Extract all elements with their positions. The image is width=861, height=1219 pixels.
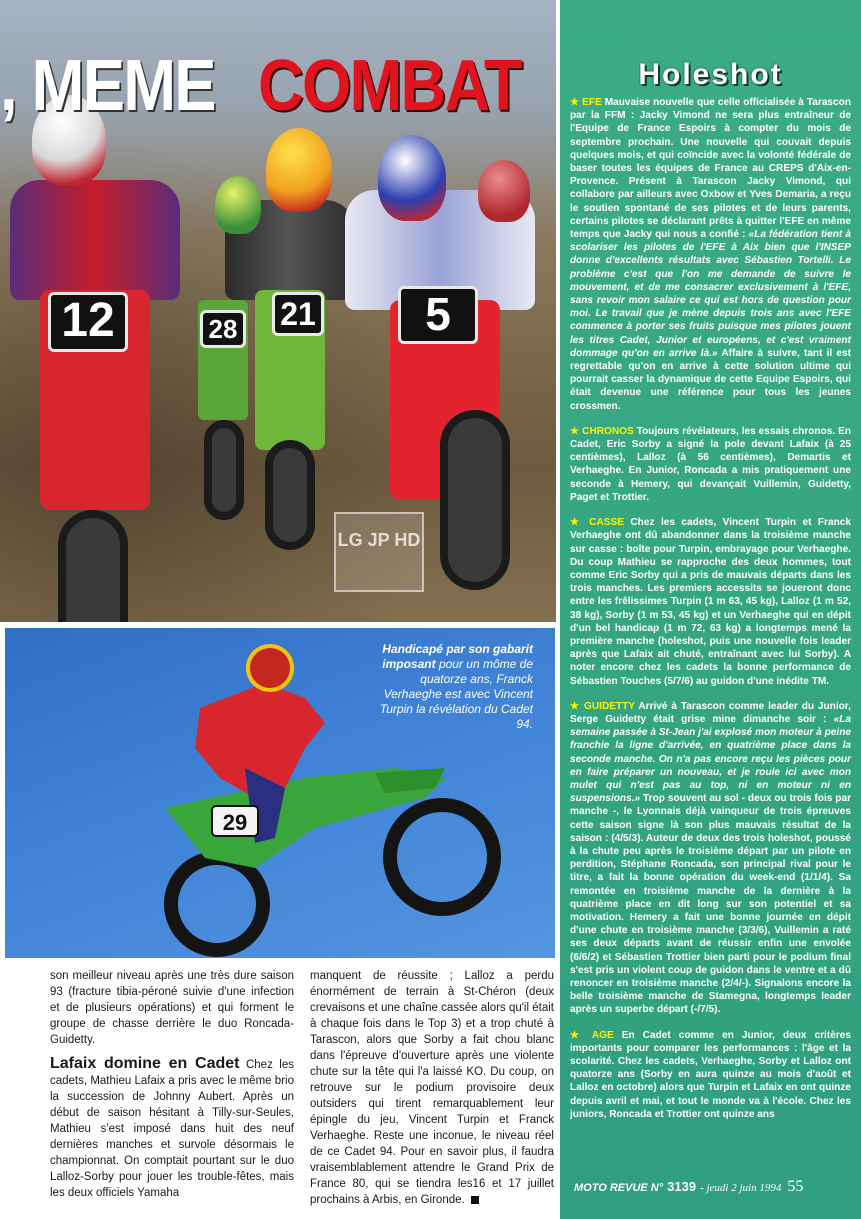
section-text: En Cadet comme en Junior, deux critères importants pour comparer les performances : l'âge et la scolarité. Chez les cadets, Verhaeghe, Sorby et Lalloz ont quatorze ans (Sorby en aura quinze au mois d'août et Lalloz en octobre) alors que Turpin et Lafaix en ont quinze depuis avril et mai, et tout le monde va à l'école. Chez les juniors, Roncada et Trottier ont quinze ans (570, 1029, 851, 1120)
section-quote: «La semaine passée à St-Jean j'ai explosé mon moteur à peine franchie la ligne d'arrivée, en quatrième place dans la seconde manche. On n'a pas encore reçu les pièces pour en faire préparer un nouveau, et je roule ici avec mon mulet qui n'est pas au top, ni en moteur ni en suspensions.» (570, 713, 851, 805)
sidebar-section-age (570, 1029, 851, 1121)
rider-12 (0, 150, 190, 590)
section-key: CASSE (589, 517, 624, 529)
caption-bold: Handicapé par son gabarit imposant (382, 642, 533, 671)
article-paragraph (50, 1056, 294, 1201)
section-text: Trop souvent au sol - deux ou trois fois par manche -, le Lyonnais déjà vainqueur de trois épreuves cette saison signe là son plus mauvais résultat de la saison : (4/5/3). Auteur de deux des trois holeshot, poussé à la chute peu après le troisième départ par un pilote en perdition, Stéphane Roncada, son principal rival pour le titre, a fait la bonne opération du week-end (1/1/4). Sa remontée en troisième manche de la dernière à la quatrième place en dit long sur son potentiel et sa motivation. Hemery a fait une bonne journée en dépit d'une chute en troisième manche (3/3/6), Vuillemin a raté ses deux départs avant de réussir enfin une envolée (6/6/2) et Sébastien Trottier bien parti pour le podium final s'est pris un violent coup de guidon dans le ventre et a dû renoncer en troisième manche (2/4/-). Signalons encore la belle troisième manche de Stamegna, longtemps leader après un superbe départ (-/7/5). (570, 793, 851, 1016)
page-number: 55 (787, 1178, 804, 1195)
section-text: Mauvaise nouvelle que celle officialisée à Tarascon par la FFM : Jacky Vimond ne sera plus entraîneur de l'Equipe de France Espoirs à compter du mois de septembre prochain. Une nouvelle qui couvait depuis quelques mois, et qui coïncide avec la volonté fédérale de baser toutes les équipes de France au CREPS d'Aix-en-Provence. Présent à Tarascon Jacky Vimond, qui collabore par ailleurs avec Oxbow et Yves Demaria, a reçu le soutien spontané de ses pilotes et de leurs parents, certains pilotes se déclarant prêts à quitter l'EFE en même temps que Jacky qui nous a confié : (570, 97, 851, 241)
issue-number: 3139 (667, 1179, 697, 1194)
front-wheel (390, 805, 494, 909)
section-key: GUIDETTY (584, 700, 635, 712)
article-column-1 (50, 968, 294, 1201)
article-column-2 (310, 968, 554, 1208)
article-text: manquent de réussite ; Lalloz a perdu énormément de terrain à St-Chéron (deux crevaisons et une chaîne cassée alors qu'il était à chaque fois dans le Top 3) et a trop chuté à Tarascon, alors que Sorby a fait chou blanc dans l'épreuve d'ouverture après une violente chute sur la tête qui l'a laissé KO. Du coup, on retrouve sur le podium provisoire deux outsiders qui tirent remarquablement leur épingle du jeu, Vincent Turpin et Franck Verhaeghe. Reste une inconue, le niveau réel de ce Cadet 94. Pour en savoir plus, il faudra vraisemblablement attendre le Grand Prix de France 80, qui se tiendra les16 et 17 juillet prochains à Arbis, en Gironde. (310, 970, 554, 1206)
article-text: Chez les cadets, Mathieu Lafaix a pris avec le même brio la succession de Johnny Aubert. Après un début de saison hésitant à Tilly-sur-Seules, Mathieu s'est imposé dans huit des neuf dernières manches et survole désormais le championnat. On comptait pourtant sur le duo Lalloz-Sorby pour jouer les trouble-fêtes, mais les deux officiels Yamaha (50, 1059, 295, 1199)
helmet-rider-5 (378, 135, 446, 221)
section-key: EFE (582, 97, 602, 108)
issue-date: - jeudi 2 juin 1994 (700, 1182, 782, 1194)
number-plate-12: 12 (48, 292, 128, 352)
helmet-rider-background (478, 160, 530, 222)
star-icon: ★ (570, 425, 580, 437)
article-paragraph: son meilleur niveau après une très dure saison 93 (fracture tibia-péroné suivie d'une infection et de plusieurs opérations) et qui forment le groupe de chasse derrière le duo Roncada-Guidetty. (50, 970, 294, 1046)
helmet-rider-28 (215, 176, 261, 234)
number-plate-21: 21 (272, 292, 324, 336)
star-icon: ★ (570, 517, 583, 529)
section-key: CHRONOS (582, 425, 634, 437)
rider-28 (190, 200, 260, 520)
section-text: Chez les cadets, Vincent Turpin et Franck Verhaeghe ont dû abandonner dans la troisième manche sur casse : boîte pour Turpin, embrayage pour Verhaeghe. Du coup Mathieu se rapproche des deux hommes, tout comme Eric Sorby qui a pris de mauvais départs dans les trois manches. Les premiers accessits se joueront donc entre les frêlissimes Turpin (1 m 63, 45 kg), Lalloz (1 m 52, 38 kg), Sorby (1 m 53, 45 kg) et un Verhaeghe qui en dépit d'un bel handicap (1 m 72, 63 kg) a longtemps mené la première manche (holeshot, puis une nouvelle fois leader après que Lafaix ait chuté, entraînant avec lui Sorby). A noter encore chez les cadets la bonne performance de Sébastien Touches (5/7/6) au guidon d'une inédite TM. (570, 517, 851, 687)
number-plate-29: 29 (222, 810, 248, 835)
section-quote: «La fédération tient à scolariser les pilotes de l'EFE à Aix bien que l'INSEP donne d'excellents résultats avec Sébastien Tortelli. Le problème c'est que l'on me demande de suivre le mouvement, et de me consacrer exclusivement à l'EFE, sans revoir mon salaire ce qui est hors de question pour moi. Le travail que je mène depuis trois ans avec l'EFE commence à porter ses fruits puisque mes pilotes jouent les titres Cadet, Junior et européens, et c'est vraiment dommage qu'on en arrive là.» (570, 229, 851, 359)
rear-wheel (171, 858, 263, 950)
sidebar-section-chronos (570, 425, 851, 504)
photo-rider-jump (5, 628, 555, 958)
sidebar-title: Holeshot (638, 58, 783, 91)
watermark-stamp: LG JP HD (334, 512, 424, 592)
photo-caption (365, 642, 533, 732)
star-icon: ★ (570, 1029, 585, 1041)
number-plate-28: 28 (200, 310, 246, 348)
sidebar-section-efe (570, 96, 851, 413)
sidebar-section-guidetty (570, 700, 851, 1017)
sidebar-section-casse (570, 516, 851, 688)
sidebar-holeshot (560, 0, 861, 1219)
section-headline: Lafaix domine en Cadet (50, 1055, 240, 1072)
rider-helmet (248, 646, 292, 690)
section-text: Arrivé à Tarascon comme leader du Junior, Serge Guidetty était grise mine dimanche soir : (570, 700, 851, 725)
section-text: Affaire à suivre, tant il est regrettable qu'on en arrive à cette solution ultime qui pourrait casser la dynamique de cette Equipe Espoirs, qui était devenue une référence pour tous les jeunes crossmen. (570, 347, 851, 412)
page-footer (574, 1178, 854, 1196)
headline-part-white: , MEME (0, 46, 215, 126)
section-text: Toujours révélateurs, les essais chronos. En Cadet, Eric Sorby a signé la pole devant Lafaix (à 25 centièmes), Lalloz (à 56 centièmes), Demartis et Verhaeghe. En Junior, Roncada a mis pratiquement une seconde à Hemery, qui devançait Vuillemin, Guidetty, Paget et Trottier. (570, 425, 851, 503)
star-icon: ★ (570, 700, 581, 712)
caption-text: pour un môme de quatorze ans, Franck Verhaeghe est avec Vincent Turpin la révélation du Cadet 94. (379, 657, 533, 731)
number-plate-5: 5 (398, 286, 478, 344)
article-paragraph (310, 968, 554, 1208)
end-of-article-mark (471, 1196, 479, 1204)
star-icon: ★ (570, 97, 580, 108)
headline-part-red: COMBAT (258, 46, 521, 126)
photo-motocross-start (0, 0, 556, 622)
magazine-name: MOTO REVUE N° (574, 1182, 664, 1194)
section-key: AGE (591, 1029, 614, 1041)
helmet-rider-21 (266, 128, 332, 212)
